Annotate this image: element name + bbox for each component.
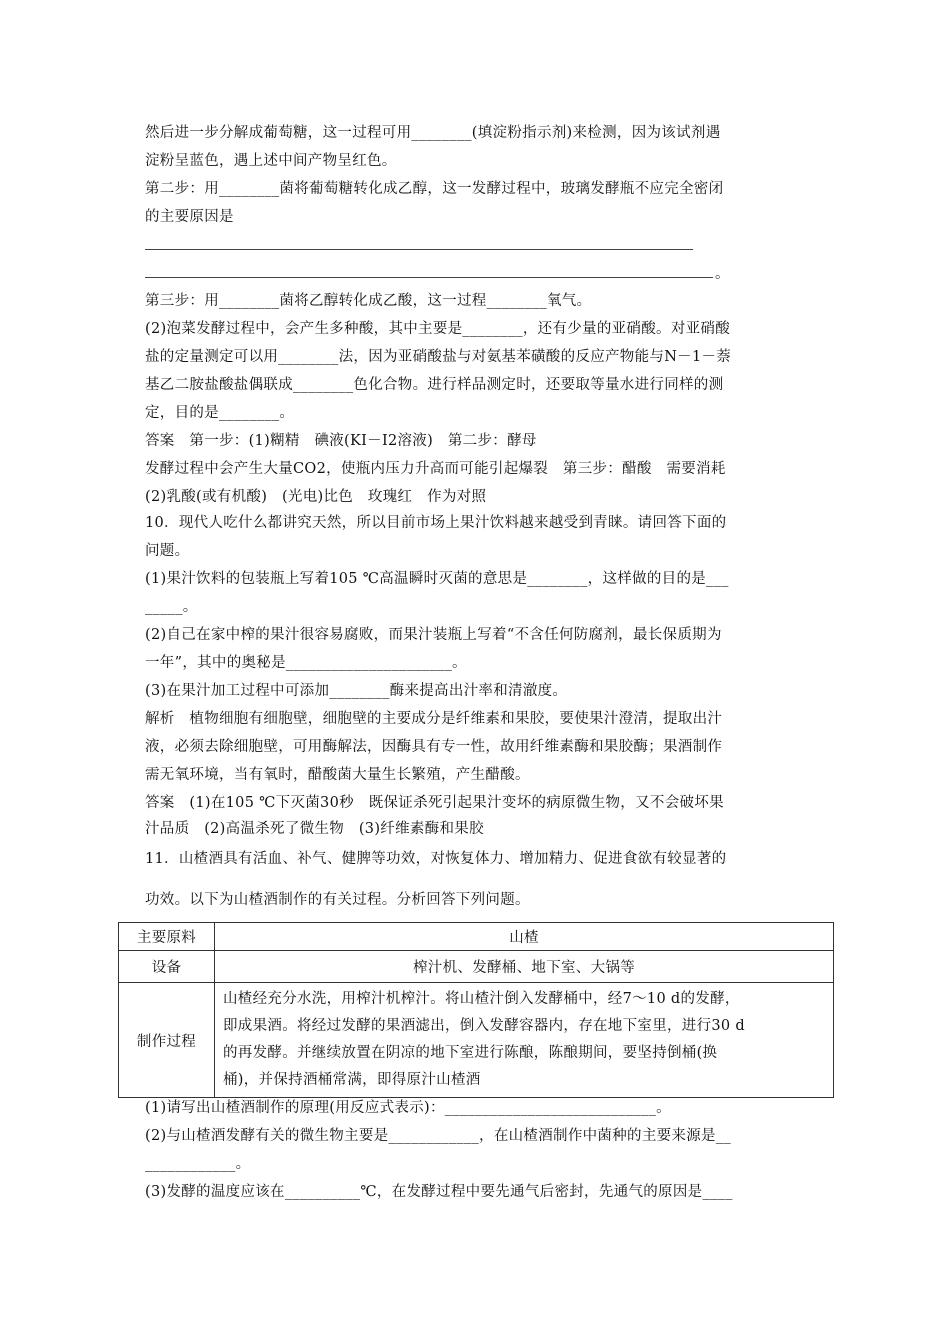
table-cell-line: 山楂经充分水洗，用榨汁机榨汁。将山楂汁倒入发酵桶中，经7～10 d的发酵， [223,991,740,1007]
table-value-cell: 榨汁机、发酵桶、地下室、大锅等 [215,951,834,983]
text-line: 定，目的是________。 [145,405,295,421]
table-value-cell [215,983,834,1098]
question-line: 10．现代人吃什么都讲究天然，所以目前市场上果汁饮料越来越受到青睐。请回答下面的 [145,515,727,531]
question-line: 问题。 [145,543,190,559]
text-line: (2)泡菜发酵过程中，会产生多种酸，其中主要是________，还有少量的亚硝酸。对亚硝酸 [145,321,731,337]
question-line: (2)自己在家中榨的果汁很容易腐败，而果汁装瓶上写着“不含任何防腐剂，最长保质期为 [145,627,722,643]
question-line: (3)在果汁加工过程中可添加________酶来提高出汁率和清澈度。 [145,683,568,699]
answer-line: 答案 (1)在105 ℃下灭菌30秒 既保证杀死引起果汁变坏的病原微生物，又不会破坏果 [145,795,724,811]
question-line: (3)发酵的温度应该在__________℃，在发酵过程中要先通气后密封，先通气的原因是____ [145,1184,733,1200]
text-line: 盐的定量测定可以用________法，因为亚硝酸盐与对氨基苯磺酸的反应产物能与N－1－萘 [145,349,732,365]
answer-line: 答案 第一步：(1)糊精 碘液(KI－I2溶液) 第二步：酵母 [145,433,537,449]
table-row [119,983,834,1098]
text-line: 的主要原因是 [145,209,234,225]
table-row [119,951,834,983]
question-line: ____________。 [145,1156,251,1172]
text-line: 第二步：用________菌将葡萄糖转化成乙醇，这一发酵过程中，玻璃发酵瓶不应完全密闭 [145,181,724,197]
table-cell-line: 桶)，并保持酒桶常满，即得原汁山楂酒 [223,1072,481,1088]
analysis-line: 需无氧环境，当有氧时，醋酸菌大量生长繁殖，产生醋酸。 [145,767,530,783]
table-label-cell: 制作过程 [119,983,215,1098]
answer-line: 汁品质 (2)高温杀死了微生物 (3)纤维素酶和果胶 [145,821,484,837]
hawthorn-wine-process-table [118,922,834,1098]
table-label-cell: 设备 [119,951,215,983]
answer-blank-line [145,277,713,278]
analysis-line: 液，必须去除细胞壁，可用酶解法，因酶具有专一性，故用纤维素酶和果胶酶；果酒制作 [145,739,723,755]
analysis-line: 解析 植物细胞有细胞壁，细胞壁的主要成分是纤维素和果胶，要使果汁澄清，提取出汁 [145,711,723,727]
table-cell-line: 的再发酵。并继续放置在阴凉的地下室进行陈酿，陈酿期间，要坚持倒桶(换 [223,1045,718,1061]
text-line: 第三步：用________菌将乙醇转化成乙酸，这一过程________氧气。 [145,293,592,309]
text-line: 基乙二胺盐酸盐偶联成________色化合物。进行样品测定时，还要取等量水进行同样的测 [145,377,724,393]
table-cell-line: 即成果酒。将经过发酵的果酒滤出，倒入发酵容器内，存在地下室里，进行30 d [223,1018,745,1034]
question-line: _____。 [145,599,198,615]
table-label-cell: 主要原料 [119,923,215,951]
answer-blank-line [145,249,693,250]
text-line: 淀粉呈蓝色，遇上述中间产物呈红色。 [145,153,397,169]
table-value-cell: 山楂 [215,923,834,951]
answer-line: (2)乳酸(或有机酸) (光电)比色 玫瑰红 作为对照 [145,489,487,505]
question-line: 功效。以下为山楂酒制作的有关过程。分析回答下列问题。 [145,892,530,908]
question-line: (1)果汁饮料的包装瓶上写着105 ℃高温瞬时灭菌的意思是________，这样做的目的是___ [145,571,729,587]
question-line: 11．山楂酒具有活血、补气、健脾等功效，对恢复体力、增加精力、促进食欲有较显著的 [145,851,727,867]
question-line: (2)与山楂酒发酵有关的微生物主要是____________，在山楂酒制作中菌种的主要来源是__ [145,1128,731,1144]
answer-blank-period: 。 [715,266,730,282]
answer-line: 发酵过程中会产生大量CO2，使瓶内压力升高而可能引起爆裂 第三步：醋酸 需要消耗 [145,461,726,477]
question-line: 一年”，其中的奥秘是______________________。 [145,655,467,671]
question-line: (1)请写出山楂酒制作的原理(用反应式表示)：____________________________。 [145,1100,671,1116]
table-row [119,923,834,951]
text-line: 然后进一步分解成葡萄糖，这一过程可用________(填淀粉指示剂)来检测，因为该试剂遇 [145,125,721,141]
